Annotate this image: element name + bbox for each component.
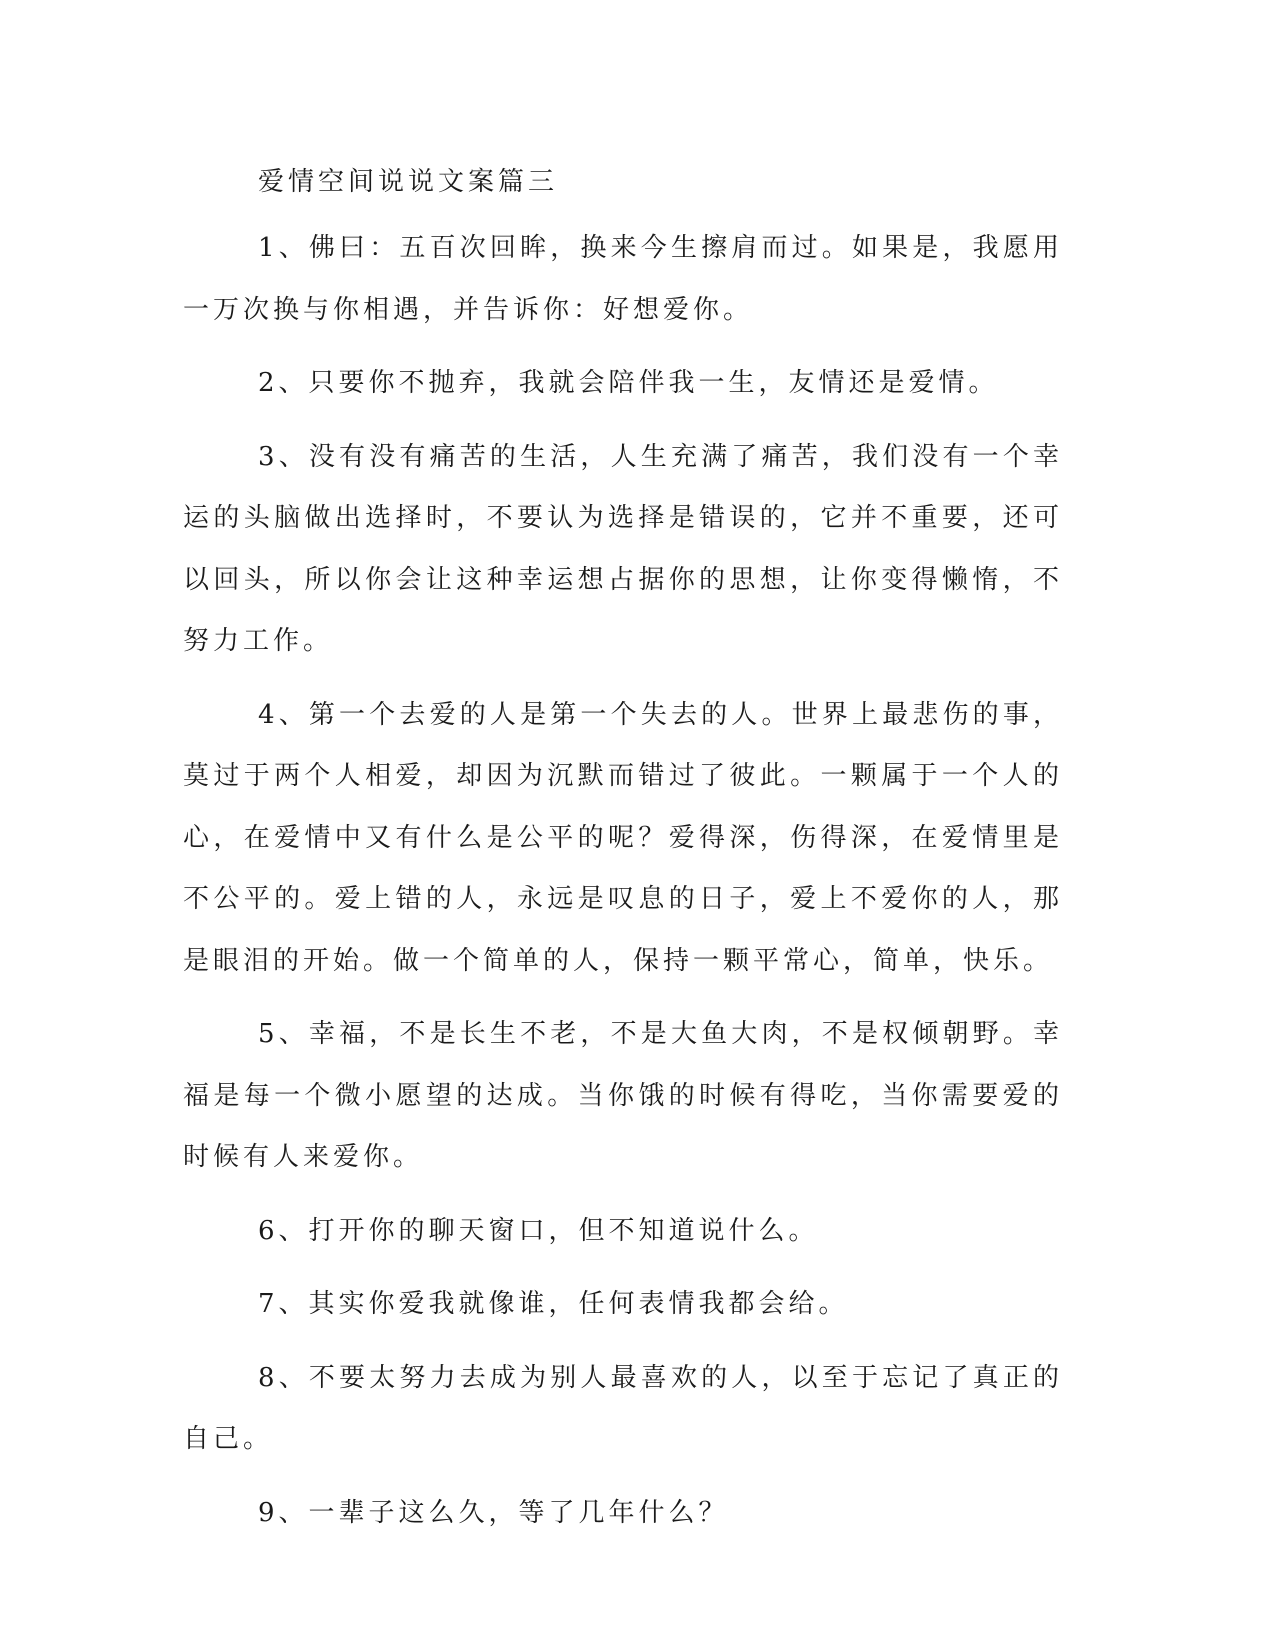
document-title: 爱情空间说说文案篇三: [258, 167, 559, 197]
paragraph-3: 3、没有没有痛苦的生活，人生充满了痛苦，我们没有一个幸运的头脑做出选择时，不要认为选择是错误的，它并不重要，还可以回头，所以你会让这种幸运想占据你的思想，让你变得懒惰，不努力工作。: [183, 441, 1063, 656]
paragraph-9: 9、一辈子这么久，等了几年什么？: [258, 1497, 729, 1528]
paragraph-4: 4、第一个去爱的人是第一个失去的人。世界上最悲伤的事，莫过于两个人相爱，却因为沉默而错过了彼此。一颗属于一个人的心，在爱情中又有什么是公平的呢？爱得深，伤得深，在爱情里是不公平的。爱上错的人，永远是叹息的日子，爱上不爱你的人，那是眼泪的开始。做一个简单的人，保持一颗平常心，简单，快乐。: [183, 699, 1063, 976]
paragraph-7: 7、其实你爱我就像谁，任何表情我都会给。: [258, 1289, 849, 1319]
paragraph-8: 8、不要太努力去成为别人最喜欢的人，以至于忘记了真正的自己。: [183, 1362, 1063, 1454]
paragraph-2: 2、只要你不抛弃，我就会陪伴我一生，友情还是爱情。: [258, 368, 999, 398]
paragraph-5: 5、幸福，不是长生不老，不是大鱼大肉，不是权倾朝野。幸福是每一个微小愿望的达成。当你饿的时候有得吃，当你需要爱的时候有人来爱你。: [183, 1019, 1063, 1172]
paragraph-1: 1、佛曰：五百次回眸，换来今生擦肩而过。如果是，我愿用一万次换与你相遇，并告诉你：好想爱你。: [183, 233, 1063, 325]
paragraph-6: 6、打开你的聊天窗口，但不知道说什么。: [258, 1215, 819, 1246]
document-page: [183, 158, 1063, 1556]
